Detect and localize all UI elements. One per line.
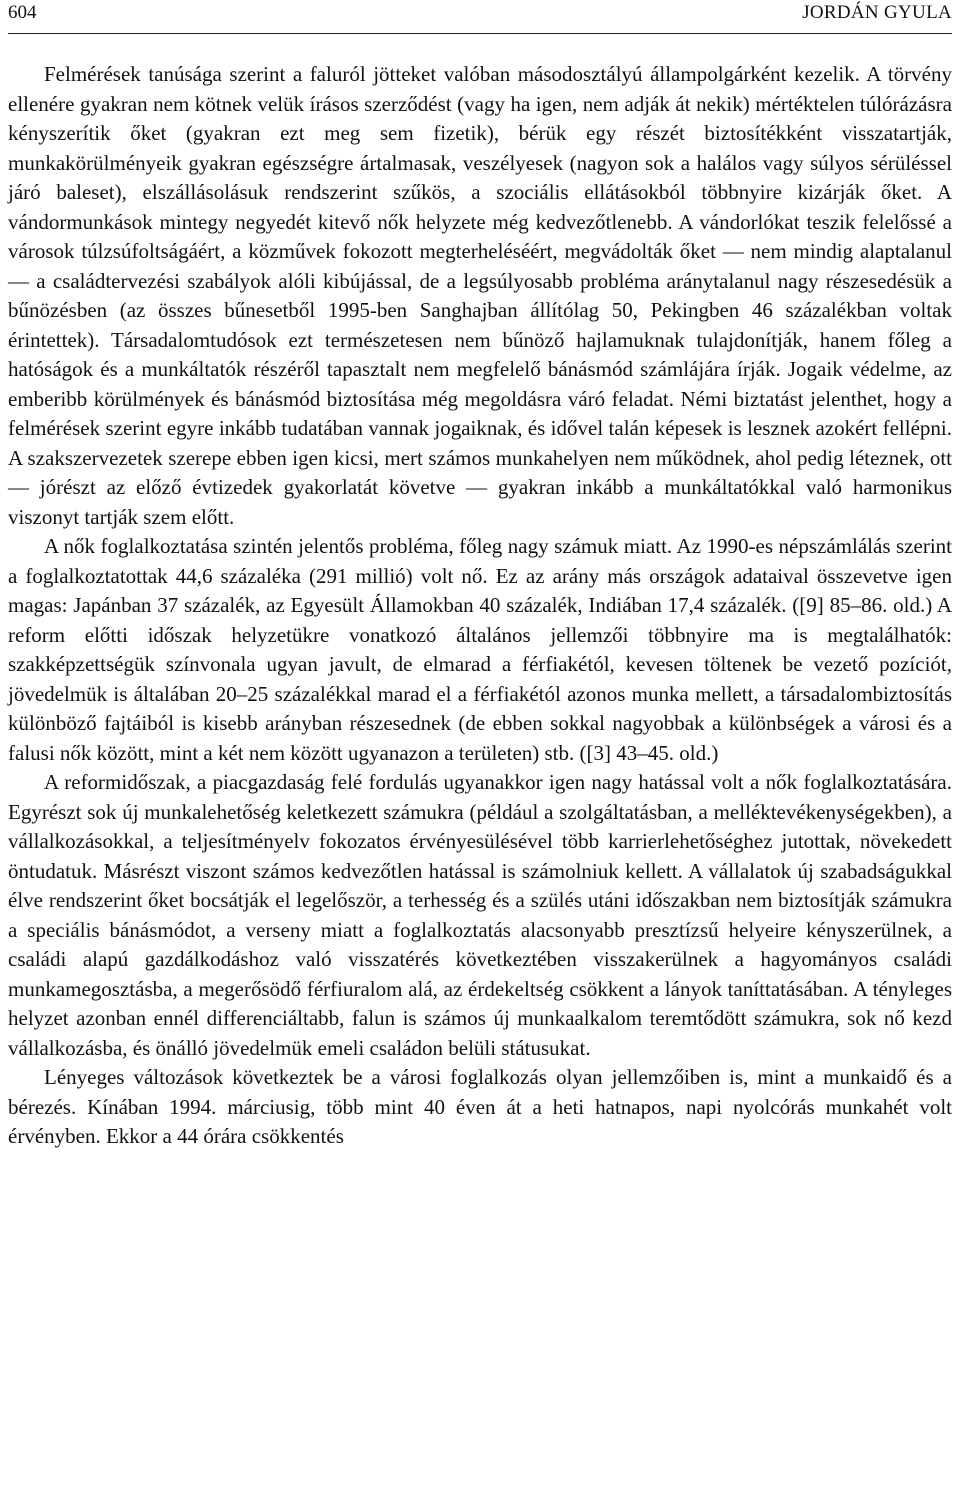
paragraph-women-employment: A nők foglalkoztatása szintén jelentős probléma, főleg nagy számuk miatt. Az 1990-es népszámlálás szerint a foglalkoztatottak 44,6 százaléka (291 millió) volt nő. Ez az arány más országok adataival összevetve igen magas: Japánban 37 százalék, az Egyesült Államokban 40 százalék, Indiában 17,4 százalék. ([9] 85–86. old.) A reform előtti időszak helyzetükre vonatkozó általános jellemzői többnyire ma is megtalálhatók: szakképzettségük színvonala ugyan javult, de elmarad a férfiakétól, kevesen töltenek be vezető pozíciót, jövedelmük is általában 20–25 százalékkal marad el a férfiakétól azonos munka mellett, a társadalombiztosítás különböző fajtáiból is kisebb arányban részesednek (de ebben sokkal nagyobbak a különbségek a városi és a falusi nők között, mint a két nem között ugyanazon a területen) stb. ([3] 43–45. old.) — [8, 534, 952, 765]
running-author: JORDÁN GYULA — [802, 2, 952, 23]
page-number: 604 — [8, 2, 37, 23]
paragraph-reform-period: A reformidőszak, a piacgazdaság felé fordulás ugyanakkor igen nagy hatással volt a nők foglalkoztatására. Egyrészt sok új munkalehetőség keletkezett számukra (például a szolgáltatásban, a melléktevékenységekben), a vállalkozásokkal, a teljesítményelv fokozatos érvényesülésével több karrierlehetőséghez jutottak, növekedett öntudatuk. Másrészt viszont számos kedvezőtlen hatással is számolniuk kellett. A vállalatok új szabadságukkal élve rendszerint őket bocsátják el legelőször, a terhesség és a szülés utáni időszakban nem biztosítják számukra a speciális bánásmódot, a verseny miatt a foglalkoztatás alacsonyabb presztízsű helyeire kényszerülnek, a családi alapú gazdálkodáshoz való visszatérés következtében visszakerülnek a hagyományos családi munkamegosztásba, a megerősödő férfiuralom alá, az érdekeltség csökkent a lányok taníttatásában. A tényleges helyzet azonban ennél differenciáltabb, falun is számos új munkaalkalom teremtődött számukra, sok nő kezd vállalkozásba, és önálló jövedelmük emeli családon belüli státusukat. — [8, 770, 952, 1060]
body-text — [8, 60, 952, 1152]
running-header — [8, 0, 952, 30]
paragraph-working-hours: Lényeges változások következtek be a városi foglalkozás olyan jellemzőiben is, mint a munkaidő és a bérezés. Kínában 1994. márciusig, több mint 40 éven át a heti hatnapos, napi nyolcórás munkahét volt érvényben. Ekkor a 44 órára csökkentés — [8, 1065, 952, 1148]
paragraph-migrant-workers: Felmérések tanúsága szerint a faluról jötteket valóban másodosztályú állampolgárként kezelik. A törvény ellenére gyakran nem kötnek velük írásos szerződést (vagy ha igen, nem adják át nekik) mértéktelen túlórázásra kényszerítik őket (gyakran ezt meg sem fizetik), bérük egy részét biztosítékként visszatartják, munkakörülményeik gyakran egészségre ártalmasak, veszélyesek (nagyon sok a halálos vagy súlyos sérüléssel járó baleset), elszállásolásuk rendszerint szűkös, a szociális ellátásokból többnyire kizárják őket. A vándormunkások mintegy negyedét kitevő nők helyzete még kedvezőtlenebb. A vándorlókat teszik felelőssé a városok túlzsúfoltságáért, a közművek fokozott megterheléséért, megvádolták őket — nem mindig alaptalanul — a családtervezési szabályok alóli kibújással, de a legsúlyosabb probléma aránytalanul nagy részesedésük a bűnözésben (az összes bűnesetből 1995-ben Sanghajban állítólag 50, Pekingben 46 százalékban voltak érintettek). Társadalomtudósok ezt természetesen nem bűnöző hajlamuknak tulajdonítják, hanem főleg a hatóságok és a munkáltatók részéről tapasztalt nem megfelelő bánásmód számlájára írják. Jogaik védelme, az emberibb körülmények és bánásmód biztosítása még megoldásra váró feladat. Némi biztatást jelenthet, hogy a felmérések szerint egyre inkább tudatában vannak jogaiknak, és idővel talán képesek is lesznek azokért fellépni. A szakszervezetek szerepe ebben igen kicsi, mert számos munkahelyen nem működnek, ahol pedig léteznek, ott — jórészt az előző évtizedek gyakorlatát követve — gyakran inkább a munkáltatókkal való harmonikus viszonyt tartják szem előtt. — [8, 62, 952, 529]
header-rule — [8, 33, 952, 34]
